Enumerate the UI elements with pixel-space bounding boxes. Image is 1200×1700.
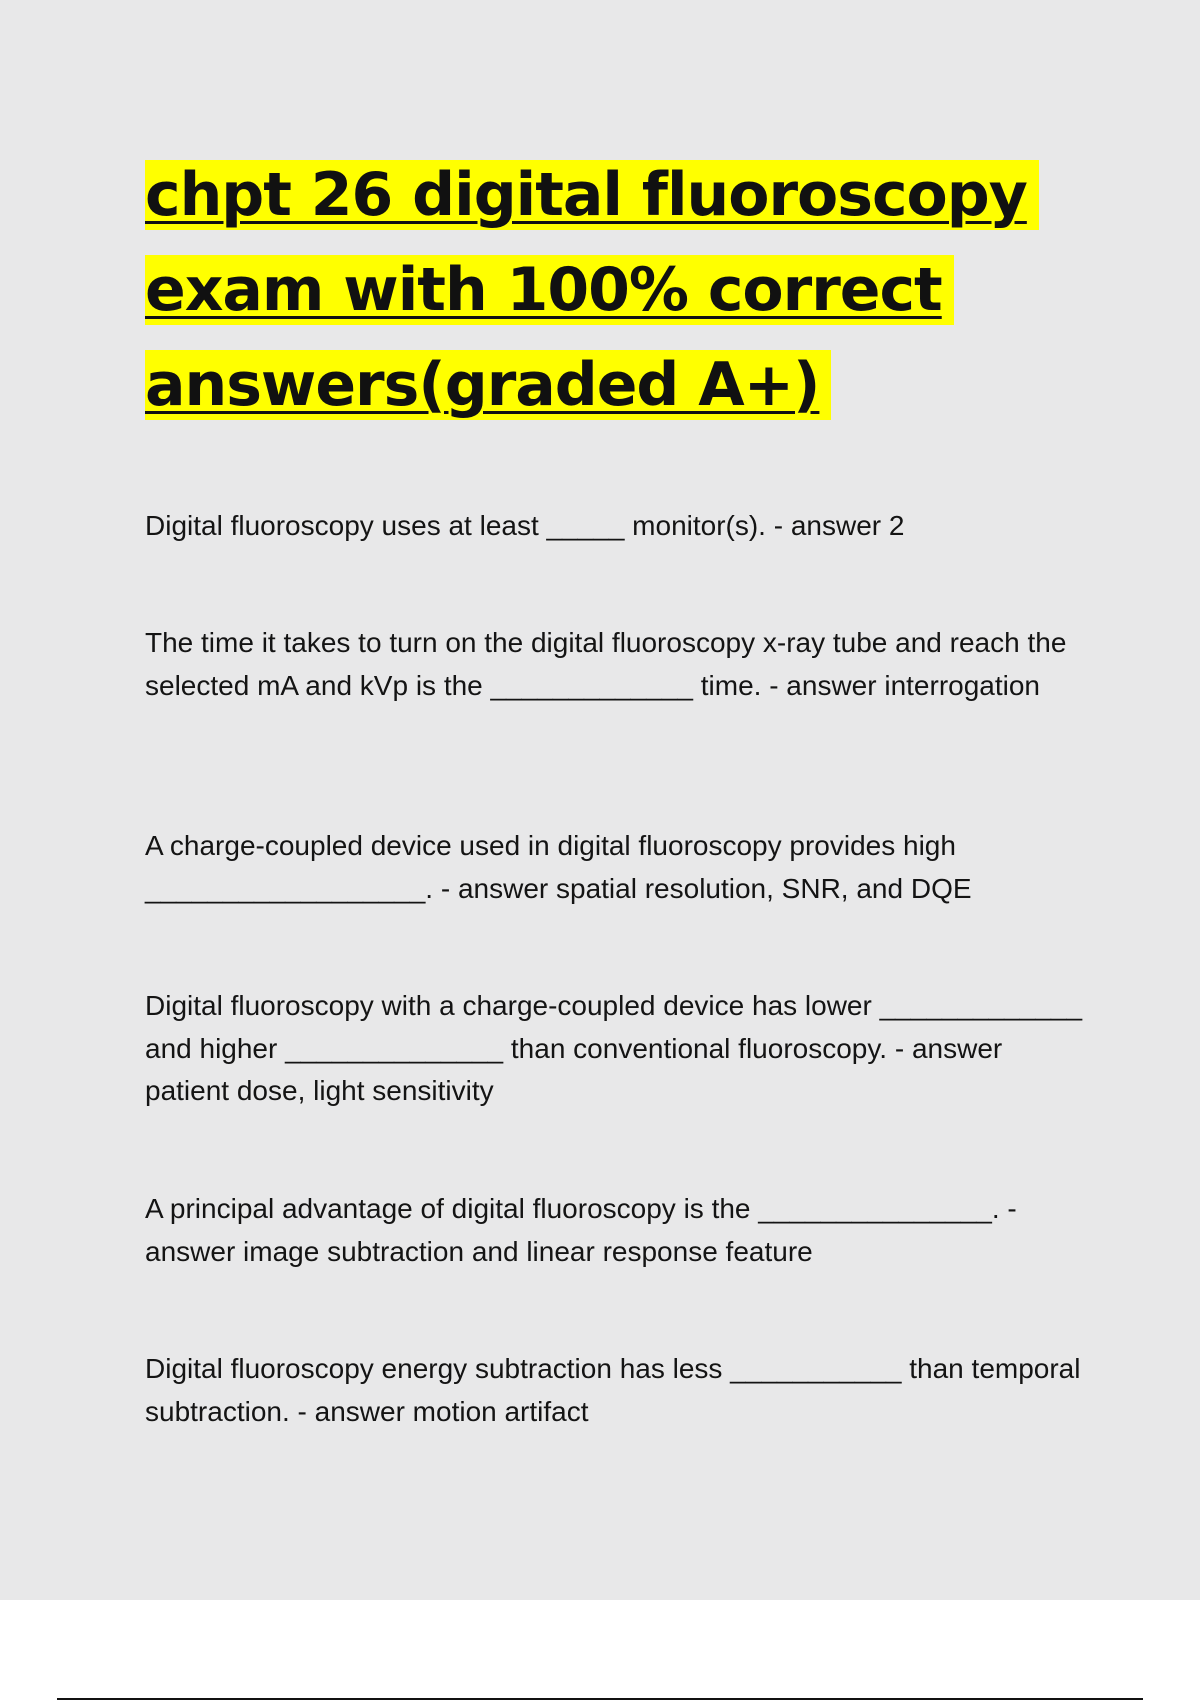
qa-item-2: The time it takes to turn on the digital fluoroscopy x-ray tube and reach the selected mA and kVp is the _____________ time. - answer interrogation xyxy=(145,627,1067,701)
qa-item-5: A principal advantage of digital fluoroscopy is the _______________. - answer image subtraction and linear response feature xyxy=(145,1193,1017,1267)
document-title xyxy=(145,148,1045,433)
qa-item-4: Digital fluoroscopy with a charge-coupled device has lower _____________ and higher ______________ than conventional fluoroscopy. - answer patient dose, light sensitivity xyxy=(145,990,1083,1106)
qa-item-6: Digital fluoroscopy energy subtraction has less ___________ than temporal subtraction. - answer motion artifact xyxy=(145,1353,1081,1427)
qa-item-1: Digital fluoroscopy uses at least _____ monitor(s). - answer 2 xyxy=(145,510,905,541)
title-line-2: exam with 100% correct xyxy=(145,255,954,325)
qa-item-3: A charge-coupled device used in digital fluoroscopy provides high __________________. - answer spatial resolution, SNR, and DQE xyxy=(145,830,972,904)
title-line-1: chpt 26 digital fluoroscopy xyxy=(145,160,1039,230)
title-line-3: answers(graded A+) xyxy=(145,350,831,420)
